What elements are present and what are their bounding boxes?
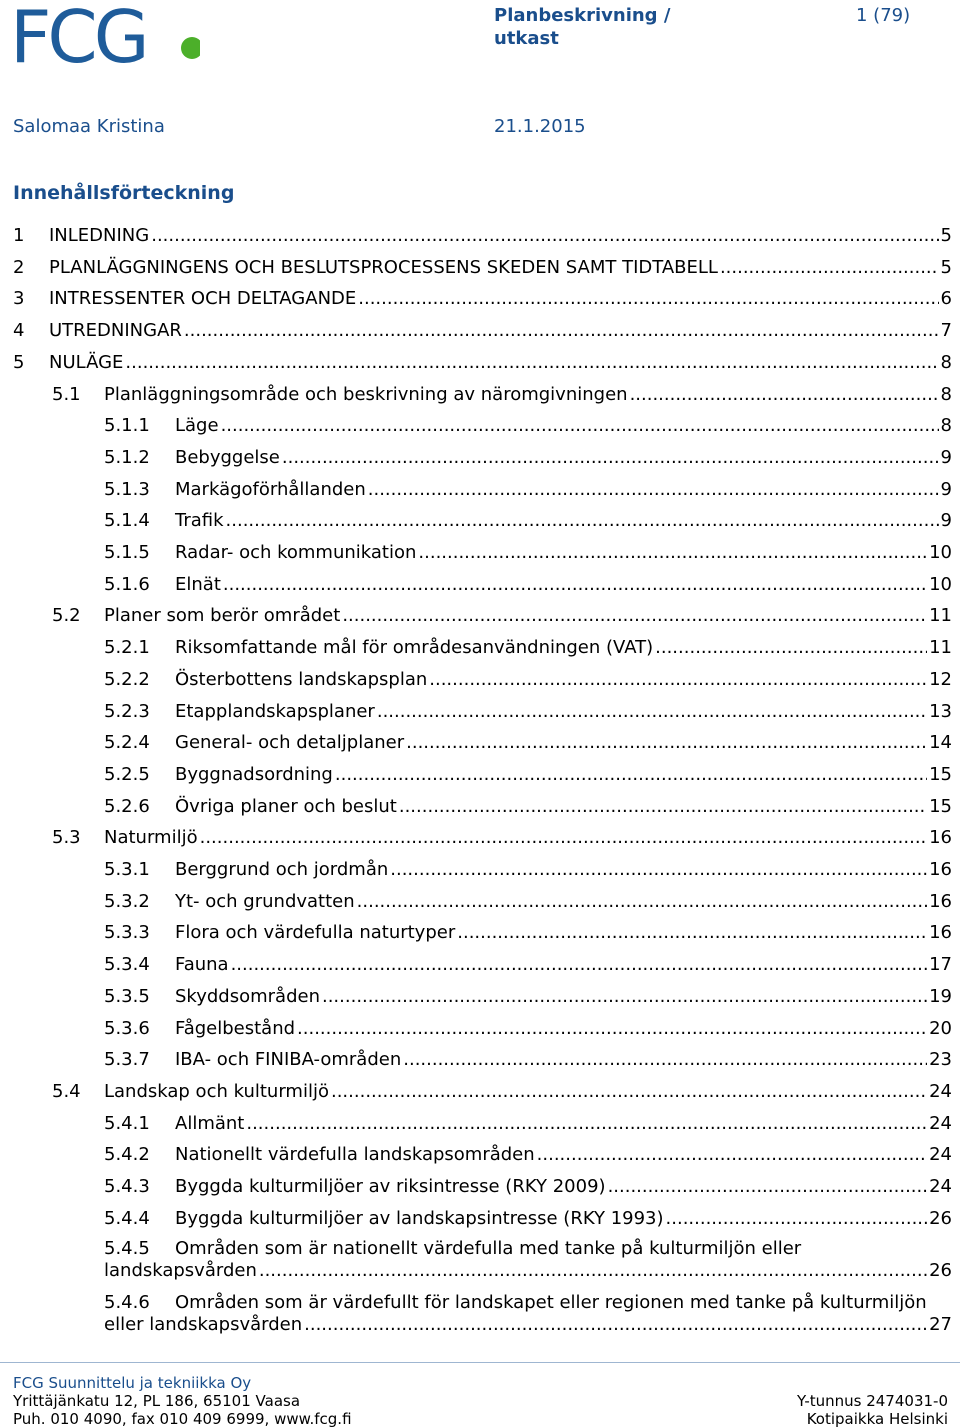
toc-entry-number: 5.3.4 — [104, 954, 150, 976]
toc-entry[interactable] — [104, 542, 952, 564]
toc-entry-label: Byggnadsordning — [175, 763, 333, 785]
toc-entry[interactable] — [13, 257, 952, 279]
toc-entry-number: 3 — [13, 288, 25, 310]
author: Salomaa Kristina — [13, 116, 165, 137]
toc-entry-label: INTRESSENTER OCH DELTAGANDE — [49, 288, 357, 310]
toc-dot-leader — [357, 891, 927, 913]
toc-entry-label: INLEDNING — [49, 225, 150, 246]
toc-dot-leader — [418, 542, 927, 564]
toc-entry-page: 6 — [940, 288, 952, 310]
toc-entry[interactable] — [104, 1113, 952, 1135]
toc-entry-label: Etapplandskapsplaner — [175, 700, 375, 722]
logo-dot-icon — [181, 37, 200, 59]
toc-entry-label: Landskap och kulturmiljö — [104, 1080, 329, 1102]
toc-entry-number: 5.1.1 — [104, 415, 150, 437]
toc-entry-label: Övriga planer och beslut — [175, 795, 397, 817]
toc-dot-leader — [368, 479, 939, 501]
toc-entry-number: 5.2.6 — [104, 795, 150, 817]
toc-entry-label: UTREDNINGAR — [49, 320, 182, 342]
toc-entry-number: 5.3.6 — [104, 1017, 150, 1039]
toc-dot-leader — [720, 257, 939, 279]
toc-entry-number: 5.3.1 — [104, 859, 150, 880]
footer-city: Kotipaikka Helsinki — [806, 1410, 948, 1428]
toc-entry-label: landskapsvården — [104, 1260, 257, 1281]
toc-dot-leader — [403, 1049, 927, 1071]
toc-entry[interactable] — [52, 827, 952, 849]
toc-entry-number: 5.1.2 — [104, 446, 150, 468]
toc-entry-page: 11 — [929, 637, 952, 659]
document-date: 21.1.2015 — [494, 116, 586, 137]
toc-entry[interactable] — [104, 859, 952, 881]
toc-dot-leader — [184, 320, 939, 342]
toc-entry-number: 5.1.5 — [104, 542, 150, 563]
toc-entry-number: 5.4.5 — [104, 1238, 150, 1259]
toc-entry-label: Läge — [175, 415, 219, 437]
toc-entry-label: Bebyggelse — [175, 446, 280, 468]
toc-entry-page: 15 — [929, 763, 952, 785]
toc-entry-page: 24 — [929, 1144, 952, 1166]
toc-entry-number: 5.3.2 — [104, 890, 150, 912]
toc-entry-page: 9 — [940, 446, 952, 468]
toc-entry-number: 5.3.3 — [104, 922, 150, 944]
toc-entry-label: Byggda kulturmiljöer av riksintresse (RKY 2009) — [175, 1176, 606, 1197]
toc-entry[interactable] — [13, 288, 952, 310]
toc-entry-page: 16 — [929, 922, 952, 944]
toc-entry-number: 5.2.5 — [104, 763, 150, 785]
toc-entry-label: Nationellt värdefulla landskapsområden — [175, 1144, 535, 1166]
toc-entry-label: Byggda kulturmiljöer av landskapsintresse (RKY 1993) — [175, 1207, 664, 1229]
toc-dot-leader — [335, 764, 927, 786]
toc-entry-page: 5 — [940, 256, 952, 278]
toc-entry-page: 24 — [929, 1176, 952, 1197]
toc-entry-page: 8 — [940, 383, 952, 405]
toc-entry[interactable] — [52, 605, 952, 627]
toc-entry-page: 20 — [929, 1017, 952, 1039]
toc-dot-leader — [429, 669, 927, 691]
toc-dot-leader — [457, 922, 927, 944]
toc-entry-label: Berggrund och jordmån — [175, 859, 389, 880]
toc-dot-leader — [200, 827, 927, 849]
page-number: 1 (79) — [856, 5, 911, 26]
toc-entry-page: 16 — [929, 859, 952, 880]
toc-entry-number: 5.3.7 — [104, 1049, 150, 1071]
toc-dot-leader — [608, 1176, 928, 1198]
toc-dot-leader — [322, 986, 927, 1008]
toc-entry-page: 16 — [929, 827, 952, 849]
toc-dot-leader — [342, 605, 927, 627]
toc-entry-number: 5.2.1 — [104, 637, 150, 659]
toc-entry-number: 4 — [13, 320, 25, 342]
toc-entry-label: Områden som är värdefullt för landskapet eller regionen med tanke på kulturmiljön — [175, 1292, 927, 1313]
toc-dot-leader — [297, 1018, 927, 1040]
toc-entry-label: Allmänt — [175, 1112, 245, 1134]
toc-entry[interactable] — [104, 1176, 952, 1198]
toc-entry[interactable] — [104, 447, 952, 469]
toc-entry[interactable] — [104, 796, 952, 818]
toc-entry-label: Fågelbestånd — [175, 1017, 296, 1039]
toc-entry[interactable] — [13, 225, 952, 247]
toc-entry-page: 24 — [929, 1080, 952, 1102]
toc-entry-label: Riksomfattande mål för områdesanvändningen (VAT) — [175, 637, 654, 659]
toc-entry-page: 7 — [940, 320, 952, 342]
toc-entry-label: Elnät — [175, 573, 221, 595]
toc-entry-number: 5.4.3 — [104, 1176, 150, 1197]
toc-entry[interactable] — [52, 1081, 952, 1103]
toc-entry-label: Planer som berör området — [104, 605, 341, 627]
toc-entry-number: 5.4.4 — [104, 1207, 150, 1229]
toc-entry[interactable] — [104, 732, 952, 754]
toc-entry-page: 14 — [929, 732, 952, 754]
toc-entry-label: Områden som är nationellt värdefulla med tanke på kulturmiljön eller — [175, 1238, 802, 1259]
toc-entry-page: 26 — [929, 1207, 952, 1229]
toc-entry-page: 11 — [929, 605, 952, 627]
toc-entry-number: 2 — [13, 256, 25, 278]
toc-entry-page: 23 — [929, 1049, 952, 1071]
footer-ytunnus: Y-tunnus 2474031-0 — [796, 1392, 948, 1410]
toc-entry-label: Yt- och grundvatten — [175, 890, 355, 912]
toc-entry-number: 5.4.2 — [104, 1144, 150, 1166]
toc-entry[interactable] — [104, 1292, 927, 1314]
toc-entry-page: 15 — [929, 795, 952, 817]
footer-divider — [0, 1362, 960, 1363]
toc-dot-leader — [655, 637, 927, 659]
footer-contact: Puh. 010 4090, fax 010 409 6999, www.fcg.fi — [13, 1410, 352, 1428]
toc-entry[interactable] — [13, 320, 952, 342]
toc-entry-label: IBA- och FINIBA-områden — [175, 1049, 402, 1071]
toc-entry[interactable] — [104, 1018, 952, 1040]
toc-entry-label: Naturmiljö — [104, 827, 198, 849]
toc-entry-page: 12 — [929, 668, 952, 690]
toc-dot-leader — [630, 384, 939, 406]
toc-title: Innehållsförteckning — [13, 182, 235, 204]
toc-entry[interactable] — [104, 764, 952, 786]
toc-entry-label: Radar- och kommunikation — [175, 542, 417, 563]
toc-dot-leader — [125, 352, 938, 374]
toc-entry-label: Skyddsområden — [175, 985, 320, 1007]
toc-entry-page: 9 — [940, 510, 952, 532]
toc-dot-leader — [406, 732, 927, 754]
toc-entry-number: 5.3 — [52, 827, 81, 849]
toc-dot-leader — [223, 574, 927, 596]
toc-entry-page: 8 — [940, 351, 952, 373]
toc-entry-page: 13 — [929, 700, 952, 722]
toc-entry-page: 8 — [940, 415, 952, 437]
toc-entry[interactable] — [52, 384, 952, 406]
toc-entry-label: Markägoförhållanden — [175, 478, 366, 500]
toc-dot-leader — [331, 1081, 927, 1103]
toc-entry[interactable] — [104, 415, 952, 437]
toc-entry[interactable] — [104, 922, 952, 944]
toc-entry-label: eller landskapsvården — [104, 1314, 303, 1335]
toc-entry[interactable] — [104, 1049, 952, 1071]
toc-dot-leader — [399, 796, 927, 818]
toc-entry-number: 5.1.3 — [104, 478, 150, 500]
toc-entry-page: 5 — [940, 225, 952, 246]
toc-entry[interactable] — [104, 669, 952, 691]
toc-entry-number: 5.2.3 — [104, 700, 150, 722]
toc-entry-page: 16 — [929, 890, 952, 912]
toc-dot-leader — [304, 1314, 927, 1336]
toc-dot-leader — [666, 1208, 928, 1230]
toc-entry-number: 5.2 — [52, 605, 81, 627]
toc-dot-leader — [151, 225, 938, 247]
toc-entry-page: 27 — [929, 1314, 952, 1335]
toc-entry-number: 5.4 — [52, 1080, 81, 1102]
toc-entry-label: Fauna — [175, 954, 229, 976]
fcg-logo — [10, 2, 200, 68]
toc-entry[interactable] — [104, 986, 952, 1008]
toc-entry-number: 5.3.5 — [104, 985, 150, 1007]
toc-entry-label: Planläggningsområde och beskrivning av näromgivningen — [104, 383, 628, 405]
toc-entry-label: Österbottens landskapsplan — [175, 668, 428, 690]
toc-entry-number: 5.1.6 — [104, 573, 150, 595]
toc-entry-page: 10 — [929, 542, 952, 563]
toc-dot-leader — [537, 1144, 927, 1166]
document-title: Planbeskrivning / utkast — [494, 5, 671, 49]
toc-dot-leader — [231, 954, 928, 976]
toc-entry-page: 24 — [929, 1112, 952, 1134]
toc-entry-page: 26 — [929, 1260, 952, 1281]
toc-dot-leader — [226, 510, 939, 532]
toc-entry-page: 10 — [929, 573, 952, 595]
toc-entry-number: 5.2.2 — [104, 668, 150, 690]
toc-entry-label: Trafik — [175, 510, 224, 532]
toc-entry-label: PLANLÄGGNINGENS OCH BESLUTSPROCESSENS SKEDEN SAMT TIDTABELL — [49, 256, 718, 278]
toc-entry-number: 5.4.1 — [104, 1112, 150, 1134]
toc-entry-page: 9 — [940, 478, 952, 500]
toc-entry-label: Flora och värdefulla naturtyper — [175, 922, 456, 944]
toc-dot-leader — [246, 1113, 927, 1135]
toc-dot-leader — [377, 701, 927, 723]
toc-entry-continuation[interactable] — [104, 1260, 952, 1282]
toc-entry[interactable] — [104, 637, 952, 659]
toc-entry[interactable] — [104, 1144, 952, 1166]
toc-entry[interactable] — [13, 352, 952, 374]
toc-entry-page: 19 — [929, 985, 952, 1007]
toc-entry[interactable] — [104, 891, 952, 913]
footer-company: FCG Suunnittelu ja tekniikka Oy — [13, 1374, 252, 1392]
toc-entry[interactable] — [104, 1208, 952, 1230]
toc-entry[interactable] — [104, 479, 952, 501]
toc-entry[interactable] — [104, 954, 952, 976]
toc-entry[interactable] — [104, 574, 952, 596]
toc-dot-leader — [358, 288, 938, 310]
toc-entry-number: 1 — [13, 225, 25, 246]
toc-entry-number: 5.4.6 — [104, 1292, 150, 1313]
toc-entry[interactable] — [104, 1238, 801, 1260]
toc-entry-page: 17 — [929, 954, 952, 976]
toc-dot-leader — [221, 415, 939, 437]
toc-entry[interactable] — [104, 701, 952, 723]
toc-entry-label: NULÄGE — [49, 351, 124, 373]
toc-entry-number: 5.1.4 — [104, 510, 150, 532]
toc-dot-leader — [390, 859, 927, 881]
toc-entry[interactable] — [104, 510, 952, 532]
toc-entry-continuation[interactable] — [104, 1314, 952, 1336]
toc-dot-leader — [282, 447, 939, 469]
toc-entry-label: General- och detaljplaner — [175, 732, 405, 754]
toc-dot-leader — [259, 1260, 927, 1282]
logo-wordmark: FCG — [10, 2, 146, 68]
toc-entry-number: 5.1 — [52, 383, 81, 405]
toc-entry-number: 5 — [13, 351, 25, 373]
toc-entry-number: 5.2.4 — [104, 732, 150, 754]
footer-address: Yrittäjänkatu 12, PL 186, 65101 Vaasa — [13, 1392, 301, 1410]
